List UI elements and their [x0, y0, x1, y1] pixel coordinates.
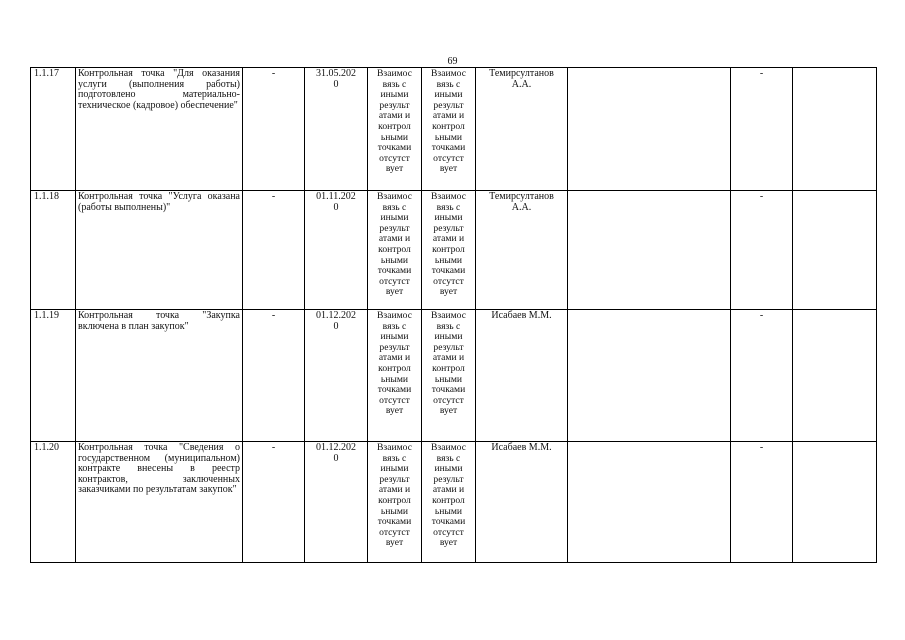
indicator-cell: -	[243, 310, 305, 442]
indicator-cell: -	[243, 442, 305, 563]
due-date: 31.05.202 0	[305, 68, 368, 191]
mark-cell: -	[731, 442, 793, 563]
control-points-table	[30, 67, 877, 563]
relation-cell-2: Взаимос вязь с иными результ атами и контрол ьными точками отсутст вует	[422, 442, 476, 563]
control-point-title: Контрольная точка "Закупка включена в план закупок"	[76, 310, 243, 442]
responsible-person: Исабаев М.М.	[476, 310, 568, 442]
empty-cell	[793, 310, 877, 442]
control-point-title: Контрольная точка "Услуга оказана (работы выполнены)"	[76, 191, 243, 310]
relation-cell-2: Взаимос вязь с иными результ атами и контрол ьными точками отсутст вует	[422, 310, 476, 442]
empty-cell	[793, 191, 877, 310]
page-number: 69	[447, 56, 458, 67]
mark-cell: -	[731, 191, 793, 310]
row-number: 1.1.17	[31, 68, 76, 191]
empty-cell	[568, 310, 731, 442]
mark-cell: -	[731, 68, 793, 191]
indicator-cell: -	[243, 68, 305, 191]
control-point-title: Контрольная точка "Сведения о государственном (муниципальном) контракте внесены в реестр контрактов, заключенных заказчиками по результатам закупок"	[76, 442, 243, 563]
due-date: 01.11.202 0	[305, 191, 368, 310]
responsible-person: Темирсултанов А.А.	[476, 68, 568, 191]
empty-cell	[793, 442, 877, 563]
row-number: 1.1.19	[31, 310, 76, 442]
empty-cell	[793, 68, 877, 191]
relation-cell-2: Взаимос вязь с иными результ атами и контрол ьными точками отсутст вует	[422, 191, 476, 310]
control-point-title: Контрольная точка "Для оказания услуги (выполнения работы) подготовлено материально-техническое (кадровое) обеспечение"	[76, 68, 243, 191]
due-date: 01.12.202 0	[305, 442, 368, 563]
table-row	[31, 68, 877, 191]
empty-cell	[568, 191, 731, 310]
indicator-cell: -	[243, 191, 305, 310]
empty-cell	[568, 442, 731, 563]
empty-cell	[568, 68, 731, 191]
relation-cell-2: Взаимос вязь с иными результ атами и контрол ьными точками отсутст вует	[422, 68, 476, 191]
table-row	[31, 310, 877, 442]
row-number: 1.1.18	[31, 191, 76, 310]
relation-cell-1: Взаимос вязь с иными результ атами и контрол ьными точками отсутст вует	[368, 442, 422, 563]
responsible-person: Темирсултанов А.А.	[476, 191, 568, 310]
relation-cell-1: Взаимос вязь с иными результ атами и контрол ьными точками отсутст вует	[368, 68, 422, 191]
relation-cell-1: Взаимос вязь с иными результ атами и контрол ьными точками отсутст вует	[368, 191, 422, 310]
row-number: 1.1.20	[31, 442, 76, 563]
table-row	[31, 442, 877, 563]
responsible-person: Исабаев М.М.	[476, 442, 568, 563]
table-row	[31, 191, 877, 310]
relation-cell-1: Взаимос вязь с иными результ атами и контрол ьными точками отсутст вует	[368, 310, 422, 442]
due-date: 01.12.202 0	[305, 310, 368, 442]
mark-cell: -	[731, 310, 793, 442]
